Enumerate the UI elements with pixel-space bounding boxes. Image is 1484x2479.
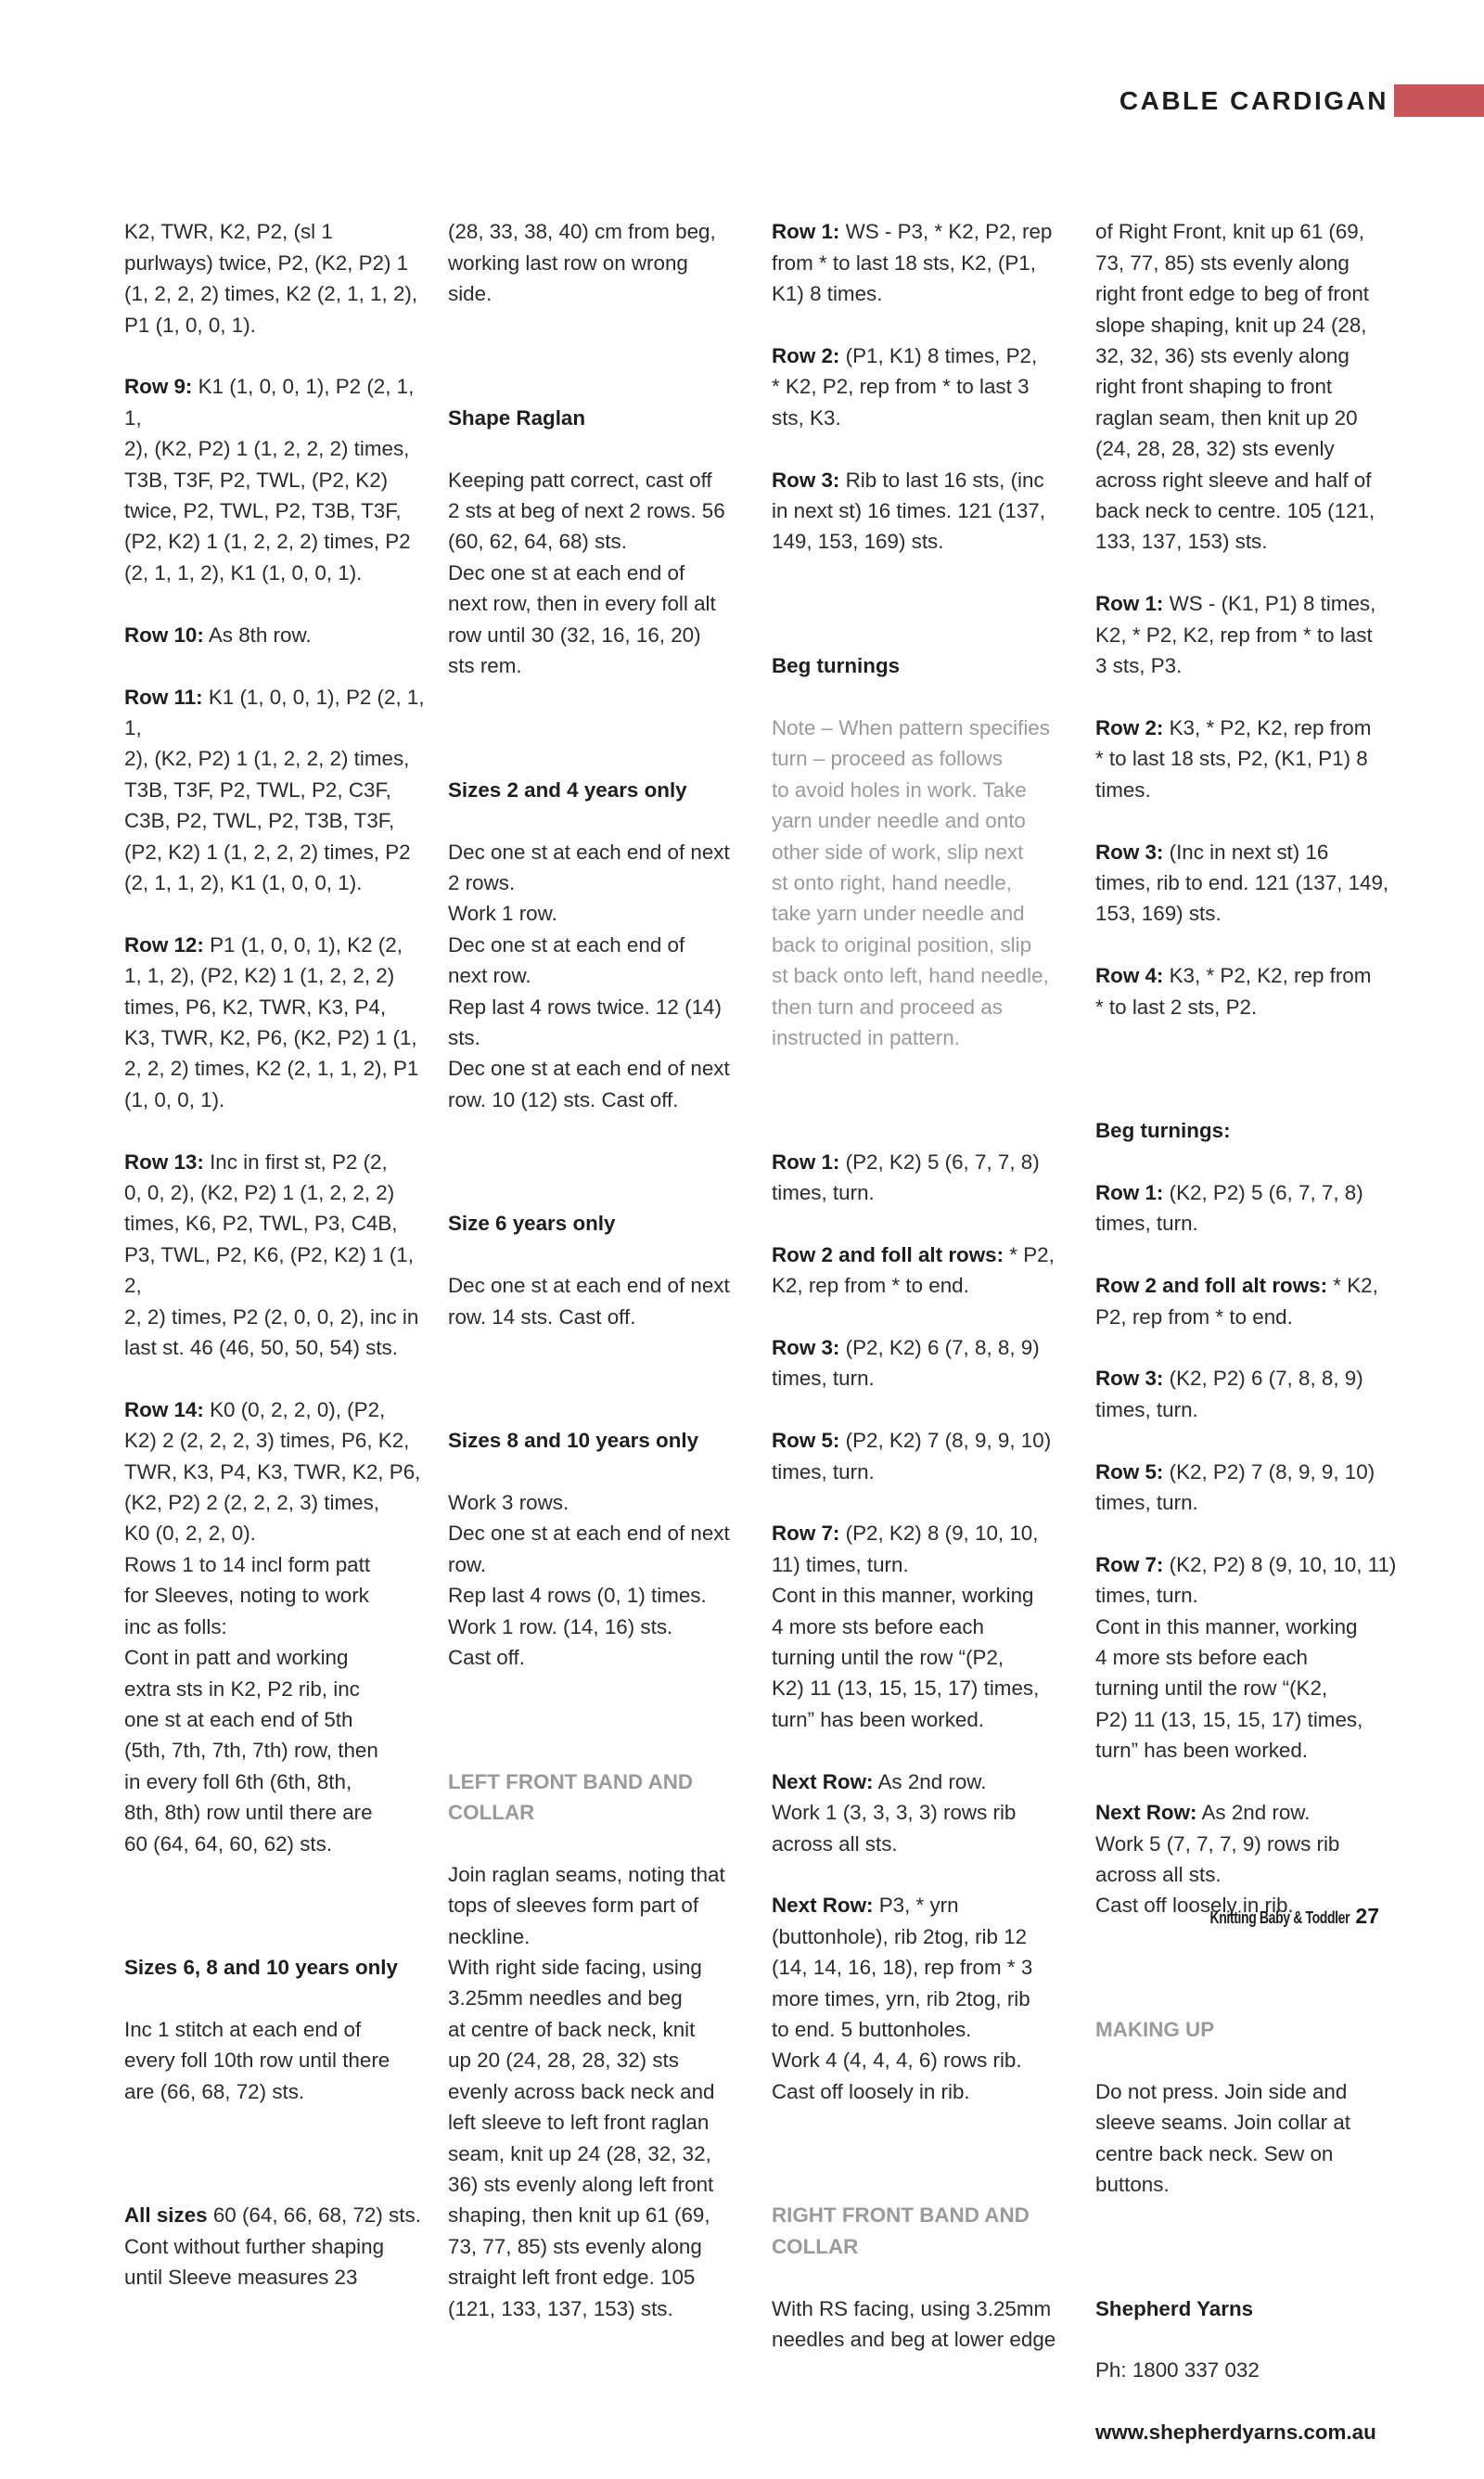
accent-bar: [1394, 84, 1484, 117]
row-instruction: Next Row: As 2nd row. Work 5 (7, 7, 7, 9) rows rib across all sts. Cast off loosely in rib.: [1095, 1801, 1340, 1918]
row-instruction: Row 3: Rib to last 16 sts, (inc in next st) 16 times. 121 (137, 149, 153, 169) sts.: [772, 468, 1045, 554]
paragraph: Do not press. Join side and sleeve seams. Join collar at centre back neck. Sew on buttons.: [1095, 2079, 1351, 2196]
row-instruction: Next Row: P3, * yrn (buttonhole), rib 2tog, rib 12 (14, 14, 16, 18), rep from * 3 more times, yrn, rib 2tog, rib to end. 5 buttonholes. Work 4 (4, 4, 4, 6) rows rib. Cast off loosely in rib.: [772, 1894, 1033, 2103]
section-heading: RIGHT FRONT BAND AND COLLAR: [772, 2203, 1030, 2258]
section-heading: Sizes 8 and 10 years only: [448, 1429, 699, 1453]
row-instruction: Row 3: (K2, P2) 6 (7, 8, 8, 9) times, turn.: [1095, 1367, 1363, 1421]
section-heading: Beg turnings:: [1095, 1119, 1231, 1143]
row-instruction: Row 7: (P2, K2) 8 (9, 10, 10, 11) times, turn. Cont in this manner, working 4 more sts before each turning until the row “(P2, K2) 11 (13, 15, 15, 17) times, turn” has been worked.: [772, 1522, 1040, 1731]
row-instruction: Row 9: K1 (1, 0, 0, 1), P2 (2, 1, 1, 2), (K2, P2) 1 (1, 2, 2, 2) times, T3B, T3F, P2, TWL, (P2, K2) twice, P2, TWL, P2, T3B, T3F, (P2, K2) 1 (1, 2, 2, 2) times, P2 (2, 1, 1, 2), K1 (1, 0, 0, 1).: [124, 375, 415, 584]
column-1: [124, 186, 430, 2324]
row-instruction: Row 14: K0 (0, 2, 2, 0), (P2, K2) 2 (2, 2, 2, 3) times, P6, K2, TWR, K3, P4, K3, TWR, K2, P6, (K2, P2) 2 (2, 2, 2, 3) times, K0 (0, 2, 2, 0). Rows 1 to 14 incl form patt for Sleeves, noting to work inc as folls: Cont in patt and working extra sts in K2, P2 rib, inc one st at each end of 5th (5th, 7th, 7th, 7th) row, then in every foll 6th (6th, 8th, 8th, 8th) row until there are 60 (64, 64, 60, 62) sts.: [124, 1397, 421, 1856]
section-heading: Beg turnings: [772, 654, 901, 678]
row-instruction: Row 2 and foll alt rows: * P2, K2, rep from * to end.: [772, 1242, 1055, 1298]
page-number: 27: [1355, 1904, 1379, 1928]
row-instruction: Row 11: K1 (1, 0, 0, 1), P2 (2, 1, 1, 2), (K2, P2) 1 (1, 2, 2, 2) times, T3B, T3F, P2, TWL, P2, C3F, C3B, P2, TWL, P2, T3B, T3F, (P2, K2) 1 (1, 2, 2, 2) times, P2 (2, 1, 1, 2), K1 (1, 0, 0, 1).: [124, 685, 425, 894]
section-heading: MAKING UP: [1095, 2017, 1215, 2041]
paragraph: Work 3 rows. Dec one st at each end of next row. Rep last 4 rows (0, 1) times. Work 1 row. (14, 16) sts. Cast off.: [448, 1491, 730, 1670]
section-heading: Sizes 6, 8 and 10 years only: [124, 1956, 398, 1980]
paragraph: Keeping patt correct, cast off 2 sts at beg of next 2 rows. 56 (60, 62, 64, 68) sts. Dec one st at each end of next row, then in every foll alt row until 30 (32, 16, 16, 20) sts rem.: [448, 468, 725, 678]
column-3: [772, 186, 1078, 2386]
column-2: [448, 186, 754, 2355]
section-heading: Sizes 2 and 4 years only: [448, 777, 687, 802]
paragraph: of Right Front, knit up 61 (69, 73, 77, 85) sts evenly along right front edge to beg of front slope shaping, knit up 24 (28, 32, 32, 36) sts evenly along right front shaping to front raglan seam, then knit up 20 (24, 28, 28, 32) sts evenly across right sleeve and half of back neck to centre. 105 (121, 133, 137, 153) sts.: [1095, 220, 1375, 554]
publication-name: Knitting Baby & Toddler: [1209, 1908, 1350, 1927]
column-4: [1095, 186, 1401, 2479]
paragraph: Inc 1 stitch at each end of every foll 10th row until there are (66, 68, 72) sts.: [124, 2017, 390, 2103]
row-instruction: All sizes 60 (64, 66, 68, 72) sts. Cont without further shaping until Sleeve measures 23: [124, 2203, 421, 2290]
row-instruction: Row 5: (P2, K2) 7 (8, 9, 9, 10) times, turn.: [772, 1429, 1052, 1484]
row-instruction: Row 4: K3, * P2, K2, rep from * to last 2 sts, P2.: [1095, 964, 1372, 1019]
row-instruction: Row 10: As 8th row.: [124, 623, 312, 647]
row-instruction: Row 5: (K2, P2) 7 (8, 9, 9, 10) times, turn.: [1095, 1459, 1375, 1515]
row-instruction: Row 13: Inc in first st, P2 (2, 0, 0, 2), (K2, P2) 1 (1, 2, 2, 2) times, K6, P2, TWL, P3, C4B, P3, TWL, P2, K6, (P2, K2) 1 (1, 2, 2, 2) times, P2 (2, 0, 0, 2), inc in last st. 46 (46, 50, 50, 54) sts.: [124, 1150, 419, 1360]
paragraph: Dec one st at each end of next 2 rows. Work 1 row. Dec one st at each end of next row. Rep last 4 rows twice. 12 (14) sts. Dec one st at each end of next row. 10 (12) sts. Cast off.: [448, 840, 730, 1111]
page-footer: [1171, 1904, 1379, 1929]
paragraph: Dec one st at each end of next row. 14 sts. Cast off.: [448, 1274, 730, 1329]
row-instruction: Row 1: WS - P3, * K2, P2, rep from * to last 18 sts, K2, (P1, K1) 8 times.: [772, 220, 1053, 306]
row-instruction: Row 7: (K2, P2) 8 (9, 10, 10, 11) times, turn. Cont in this manner, working 4 more sts before each turning until the row “(K2, P2) 11 (13, 15, 15, 17) times, turn” has been worked.: [1095, 1552, 1397, 1763]
row-instruction: Row 3: (P2, K2) 6 (7, 8, 8, 9) times, turn.: [772, 1336, 1040, 1391]
note-paragraph: Note – When pattern specifies turn – proceed as follows to avoid holes in work. Take yarn under needle and onto other side of work, slip next st onto right, hand needle, take yarn under needle and back to original position, slip st back onto left, hand needle, then turn and proceed as instructed in pattern.: [772, 715, 1050, 1049]
row-instruction: Row 1: (K2, P2) 5 (6, 7, 7, 8) times, turn.: [1095, 1180, 1363, 1236]
supplier-name: Shepherd Yarns: [1095, 2296, 1254, 2320]
paragraph: With RS facing, using 3.25mm needles and beg at lower edge: [772, 2296, 1056, 2351]
paragraph: (28, 33, 38, 40) cm from beg, working last row on wrong side.: [448, 220, 716, 306]
paragraph: K2, TWR, K2, P2, (sl 1 purlways) twice, P2, (K2, P2) 1 (1, 2, 2, 2) times, K2 (2, 1, 1, 2), P1 (1, 0, 0, 1).: [124, 220, 418, 337]
row-instruction: Row 12: P1 (1, 0, 0, 1), K2 (2, 1, 1, 2), (P2, K2) 1 (1, 2, 2, 2) times, P6, K2, TWR, K3, P4, K3, TWR, K2, P6, (K2, P2) 1 (1, 2, 2, 2) times, K2 (2, 1, 1, 2), P1 (1, 0, 0, 1).: [124, 932, 419, 1111]
supplier-phone: Ph: 1800 337 032: [1095, 2358, 1260, 2383]
row-instruction: Next Row: As 2nd row. Work 1 (3, 3, 3, 3) rows rib across all sts.: [772, 1769, 1017, 1856]
supplier-website-link[interactable]: www.shepherdyarns.com.au: [1095, 2421, 1376, 2445]
row-instruction: Row 2: (P1, K1) 8 times, P2, * K2, P2, rep from * to last 3 sts, K3.: [772, 344, 1038, 430]
section-heading: Size 6 years only: [448, 1212, 616, 1236]
section-heading: LEFT FRONT BAND AND COLLAR: [448, 1769, 694, 1825]
page-section-title: CABLE CARDIGAN: [1119, 86, 1388, 115]
row-instruction: Row 3: (Inc in next st) 16 times, rib to end. 121 (137, 149, 153, 169) sts.: [1095, 840, 1389, 926]
row-instruction: Row 2: K3, * P2, K2, rep from * to last 18 sts, P2, (K1, P1) 8 times.: [1095, 715, 1372, 802]
row-instruction: Row 1: (P2, K2) 5 (6, 7, 7, 8) times, turn.: [772, 1150, 1040, 1204]
section-heading: Shape Raglan: [448, 405, 586, 430]
paragraph: Join raglan seams, noting that tops of sleeves form part of neckline. With right side facing, using 3.25mm needles and beg at centre of back neck, knit up 20 (24, 28, 28, 32) sts evenly across back neck and left sleeve to left front raglan seam, knit up 24 (28, 32, 32, 36) sts evenly along left front shaping, then knit up 61 (69, 73, 77, 85) sts evenly along straight left front edge. 105 (121, 133, 137, 153) sts.: [448, 1862, 725, 2320]
row-instruction: Row 1: WS - (K1, P1) 8 times, K2, * P2, K2, rep from * to last 3 sts, P3.: [1095, 592, 1376, 678]
row-instruction: Row 2 and foll alt rows: * K2, P2, rep from * to end.: [1095, 1274, 1378, 1329]
